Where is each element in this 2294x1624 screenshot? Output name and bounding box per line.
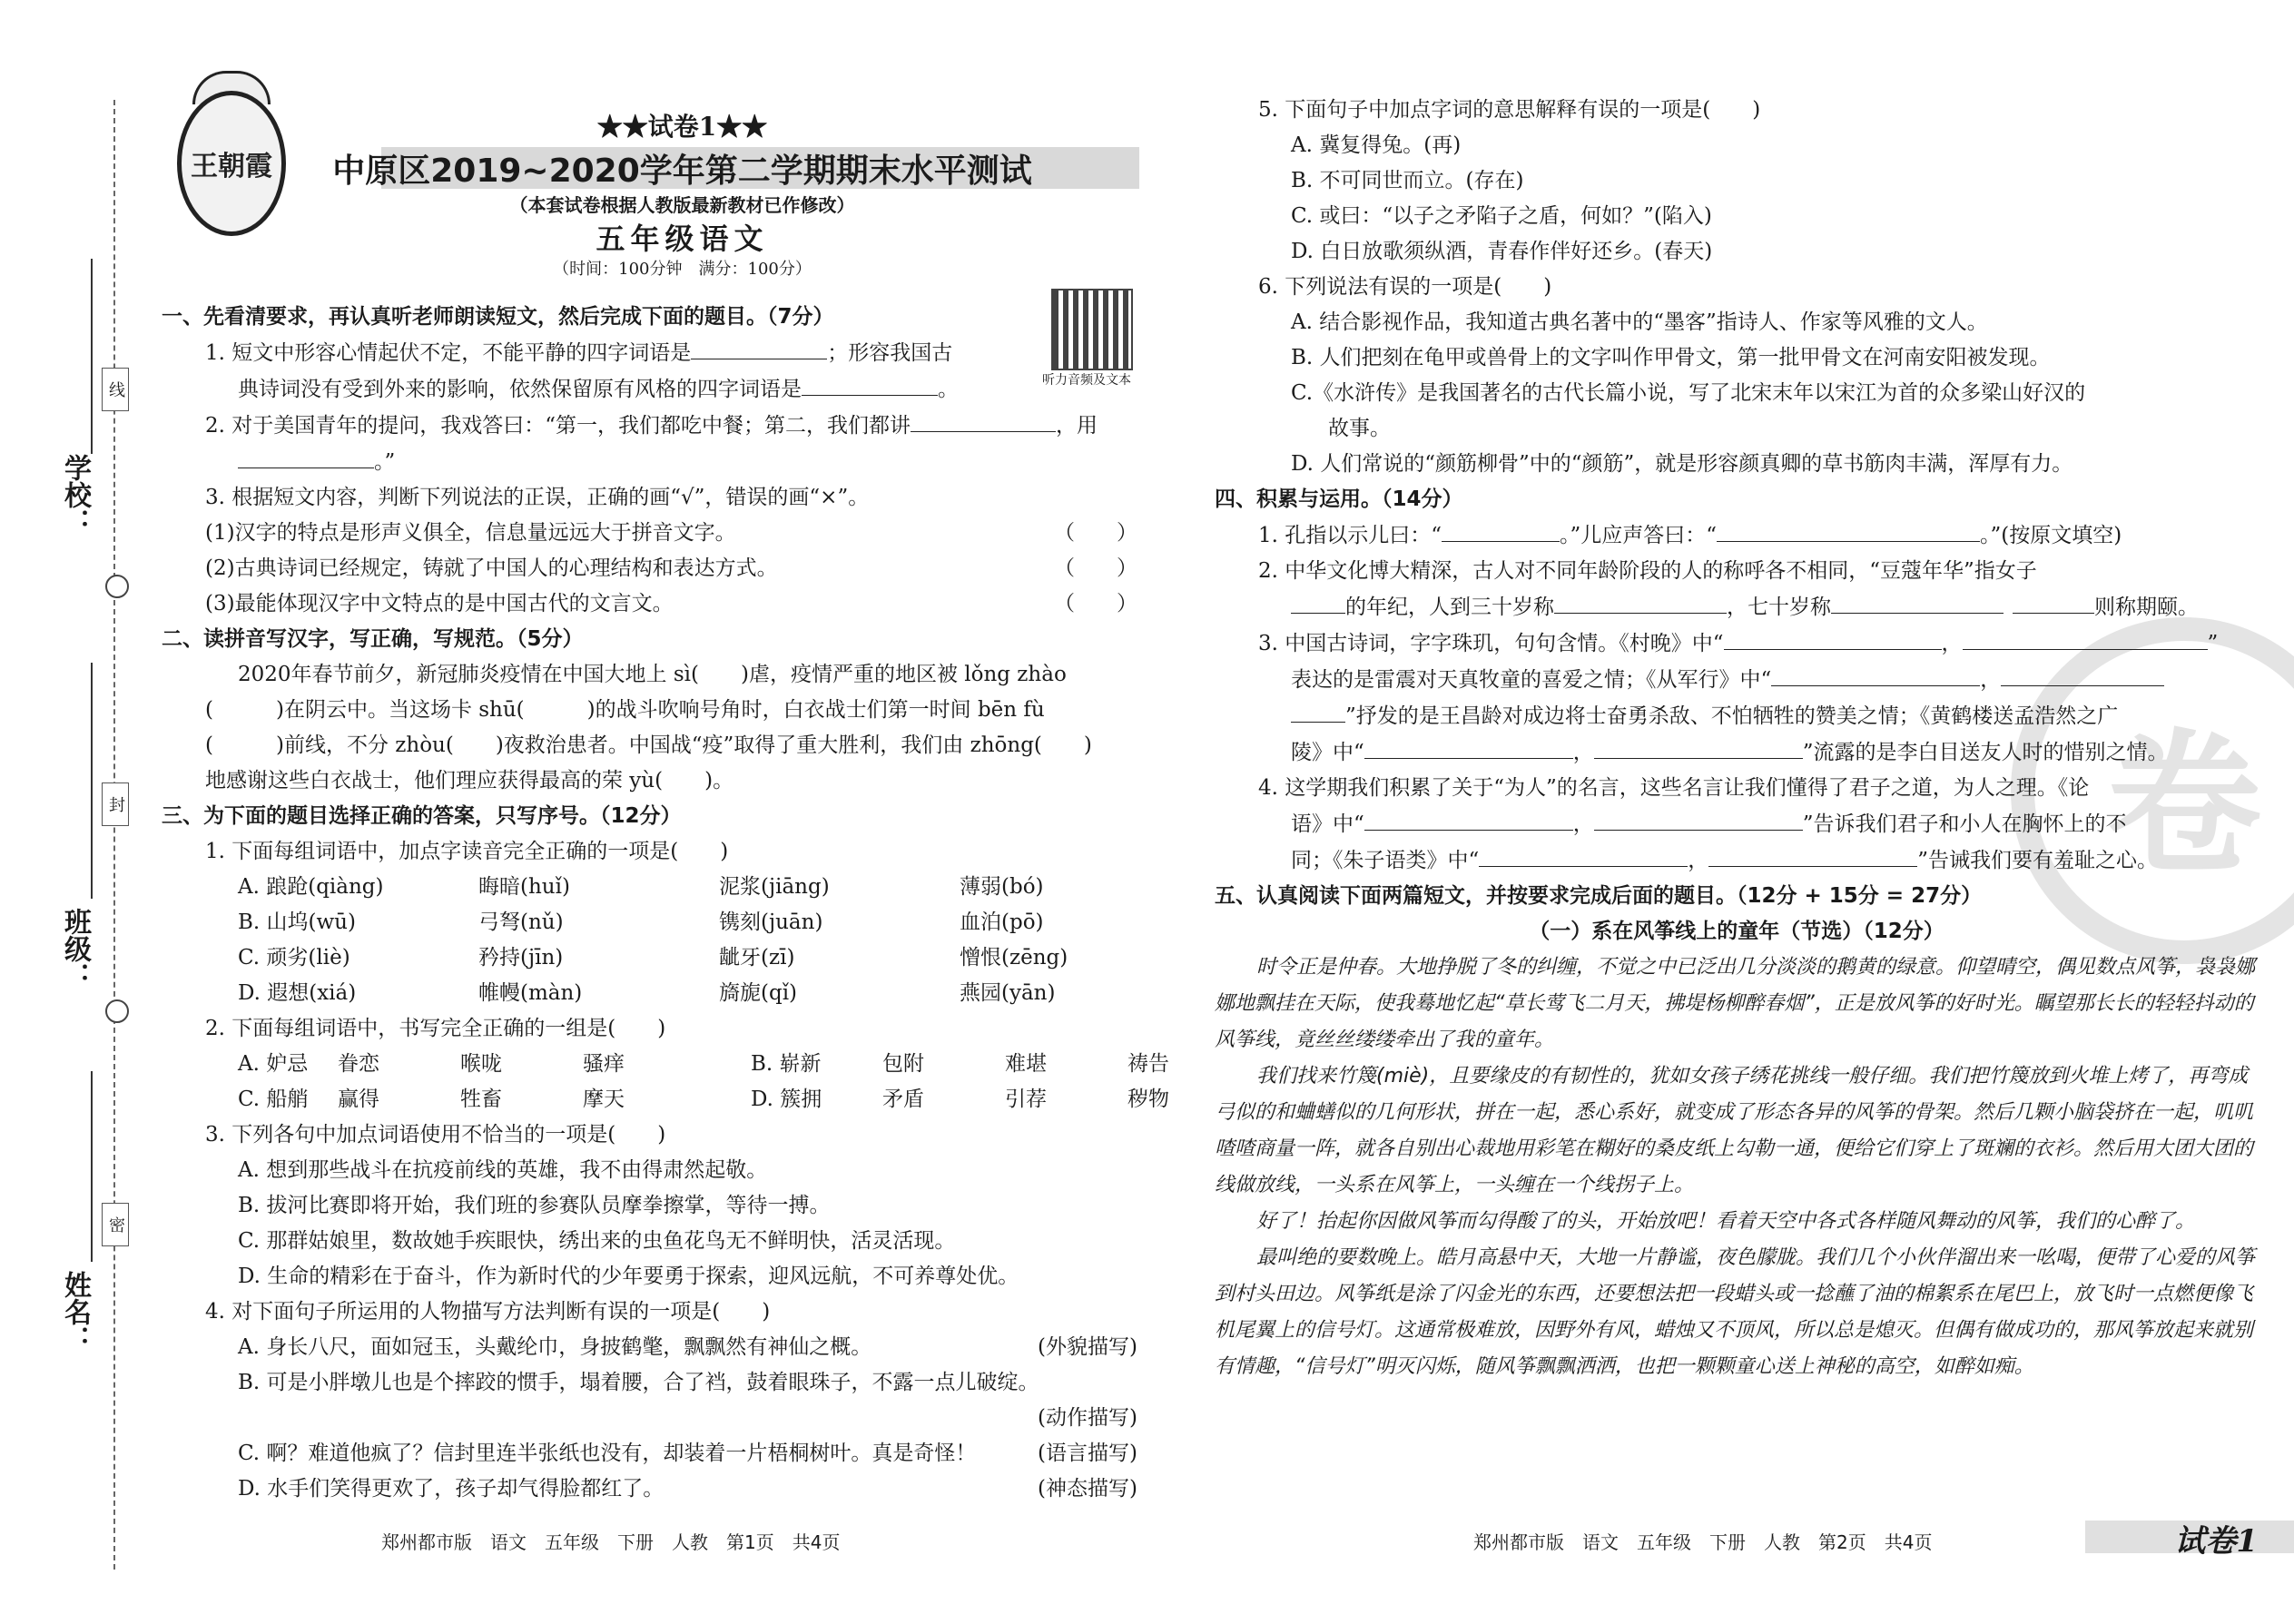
- option-continued: 故事。: [1328, 417, 1391, 440]
- method-tag: (外貌描写): [1038, 1335, 1137, 1359]
- mc-q2-row-2: [162, 1082, 1169, 1117]
- binding-mark-secret: 密: [102, 1203, 129, 1246]
- option[interactable]: C. 顽劣(liè): [238, 946, 350, 969]
- judge-1: (1)汉字的特点是形声义俱全，信息量远远大于拼音文字。: [205, 521, 736, 545]
- option[interactable]: C. 船艄: [238, 1088, 309, 1111]
- mc-q3: 3. 下列各句中加点词语使用不恰当的一项是( ): [205, 1123, 666, 1147]
- edition-note: （本套试卷根据人教版最新教材已作修改）: [509, 194, 855, 216]
- option[interactable]: A. 身长八尺，面如冠玉，头戴纶巾，身披鹤氅，飘飘然有神仙之概。: [238, 1335, 872, 1359]
- answer-blank[interactable]: [1364, 734, 1573, 759]
- option[interactable]: B. 崭新: [751, 1052, 822, 1076]
- class-field[interactable]: [91, 663, 93, 899]
- pinyin-line-2: ( )在阴云中。当这场卡 shū( )的战斗吹响号角时，白衣战士们第一时间 bēn fù: [205, 698, 1045, 722]
- section-4-title: 四、积累与运用。（14分）: [1215, 487, 1463, 511]
- option[interactable]: B. 人们把刻在龟甲或兽骨上的文字叫作甲骨文，第一批甲骨文在河南安阳被发现。: [1291, 346, 2051, 369]
- s4-q2-text: 2. 中华文化博大精深，古人对不同年龄阶段的人的称呼各不相同，“豆蔻年华”指女子: [1258, 559, 2037, 583]
- time-score: （时间：100分钟 满分：100分）: [553, 260, 812, 279]
- mc-q1: 1. 下面每组词语中，加点字读音完全正确的一项是( ): [205, 840, 729, 863]
- s4-q2-text-2: 的年纪，人到三十岁称: [1345, 595, 1554, 619]
- passage-paragraph: 我们找来竹篾(miè)，且要缘皮的有韧性的，犹如女孩子绣花挑线一般仔细。我们把竹篾放到火堆上烤了，再弯成弓似的和蛐蟮似的几何形状，拼在一起，悉心系好，就变成了形态各异的风筝的骨架。然后几颗小脑袋挤在一起，叽叽喳喳商量一阵，就各自别出心裁地用彩笔在糊好的桑皮纸上勾勒一通，便给它们穿上了斑斓的衣衫。然后用大团大团的线做放线，一头系在风筝上，一头缠在一个线拐子上。: [1215, 1065, 2254, 1196]
- name-label: 姓名：: [59, 1271, 91, 1353]
- answer-blank[interactable]: [1771, 662, 1980, 686]
- option-word: 薄弱(bó): [960, 875, 1044, 899]
- mc-q2-row-1: [162, 1047, 1169, 1082]
- option[interactable]: B. 山坞(wū): [238, 910, 356, 934]
- q1-text: 1. 短文中形容心情起伏不定，不能平静的四字词语是: [205, 341, 692, 365]
- binding-hole-icon: [105, 999, 129, 1023]
- binding-mark-line: 线: [102, 368, 129, 411]
- answer-paren[interactable]: （ ）: [1054, 521, 1137, 545]
- option-word: 帷幔(màn): [478, 981, 583, 1005]
- pinyin-line-4: 地感谢这些白衣战士，他们理应获得最高的荣 yù( )。: [205, 769, 734, 792]
- option-word: 眷恋: [338, 1052, 379, 1076]
- answer-blank[interactable]: [911, 408, 1056, 432]
- qr-caption: 听力音频及文本: [1042, 373, 1131, 388]
- option[interactable]: C. 那群姑娘里，数故她手疾眼快，绣出来的虫鱼花鸟无不鲜明快，活灵活现。: [238, 1229, 956, 1253]
- right-page: [1147, 0, 2294, 1624]
- passage-paragraph: 好了！抬起你因做风筝而勾得酸了的头，开始放吧！看着天空中各式各样随风舞动的风筝，我们的心醉了。: [1256, 1210, 2196, 1233]
- answer-blank[interactable]: [1594, 734, 1803, 759]
- page-footer-right: 郑州都市版 语文 五年级 下册 人教 第2页 共4页: [1473, 1531, 1933, 1553]
- mc-q4: 4. 对下面句子所运用的人物描写方法判断有误的一项是( ): [205, 1300, 771, 1324]
- s4-q3-text-2: 表达的是雷震对天真牧童的喜爱之情；《从军行》中“: [1291, 668, 1772, 692]
- option-word: 秽物: [1127, 1088, 1169, 1111]
- passage-paragraph: 最叫绝的要数晚上。皓月高悬中天，大地一片静谧，夜色朦胧。我们几个小伙伴溜出来一吆喝，便带了心爱的风筝到村头田边。风筝纸是涂了闪金光的东西，还要想法把一段蜡头或一捻蘸了油的棉絮系在尾巴上，放飞时一点燃便像飞机尾翼上的信号灯。这通常极难放，因野外有风，蜡烛又不顶风，所以总是熄灭。但偶有做成功的，那风筝放起来就别有情趣，“信号灯”明灭闪烁，随风筝飘飘洒洒，也把一颗颗童心送上神秘的高空，如醉如痴。: [1215, 1246, 2256, 1378]
- left-content: 一、先看清要求，再认真听老师朗读短文，然后完成下面的题目。（7分） 1. 短文中形容心情起伏不定，不能平静的四字词语是 ；形容我国古 典诗词没有受到外来的影响，依然保留原有风格的四字词语是 。 2. 对于美国青年的提问，我戏答曰：“第一，我们都吃中餐；第二，我们都讲 ，用 。” 3. 根据短文内容，判断下列说法的正误，正确的画“√”，错误的画“×”。 (1)汉字的特点是形声义俱全，信息量远远大于拼音文字。 （ ） (2)古典诗词已经规定，铸就了中国人的心理结构和表达方式。 （ ） (3)最能体现汉字中文特点的是中国古代的文言文。 （ ） 二、读拼音写汉字，写正确，写规范。（5分） 2020年春节前夕，新冠肺炎疫情在中国大地上 sì( )虐，疫情严重的地区被 lǒng zhào ( )在阴云中。当这场卡 shū( )的战斗吹响号角时，白衣战士们第一时间 bēn fù ( )前线，不分 zhòu( )夜救治患者。中国战“疫”取得了重大胜利，我们由 zhōng( ) 地感谢这些白衣战士，他们理应获得最高的荣 yù( )。 三、为下面的题目选择正确的答案，只写序号。（12分） 1. 下面每组词语中，加点字读音完全正确的一项是( ) A. 踉跄(qiàng) 晦暗(huǐ) 泥浆(jiāng) 薄弱(bó) B. 山坞(wū) 弓弩(nǔ) 镌刻(juān) 血泊(pō) C. 顽劣(liè) 矜持(jīn) 龇牙(zī) 憎恨(zēng) D. 遐想(xiá) 帷幔(màn) 旖旎(qǐ) 燕园(yān) 2. 下面每组词语中，书写完全正确的一组是( ) A. 妒忌 眷恋 喉咙 骚痒 B. 崭新 包附 难堪 祷告 C. 船艄 赢得 牲畜 摩天 D. 簇拥 矛盾 引荐 秽物 3. 下列各句中加点词语使用不恰当的一项是( ) A. 想到那些战斗在抗疫前线的英雄，我不由得肃然起敬。 B. 拔河比赛即将开始，我们班的参赛队员摩拳擦掌，等待一搏。 C. 那群姑娘里，数故她手疾眼快，绣出来的虫鱼花鸟无不鲜明快，活灵活现。 D. 生命的精彩在于奋斗，作为新时代的少年要勇于探索，迎风远航，不可养尊处优。 4. 对下面句子所运用的人物描写方法判断有误的一项是( ) A. 身长八尺，面如冠玉，头戴纶巾，身披鹤氅，飘飘然有神仙之概。 (外貌描写) B. 可是小胖墩儿也是个摔跤的惯手，塌着腰，合了裆，鼓着眼珠子，不露一点儿破绽。 (动作描写) C. 啊？难道他疯了？信封里连半张纸也没有，却装着一片梧桐树叶。真是奇怪！ (语言描写) D. 水手们笑得更欢了，孩子却气得脸都红了。 (神态描写): [162, 300, 1137, 1507]
- option-word: 包附: [882, 1052, 924, 1076]
- watermark-seal: 卷: [2011, 617, 2294, 964]
- answer-blank[interactable]: [1963, 625, 2208, 650]
- exam-title: 中原区2019~2020学年第二学期期末水平测试: [332, 153, 1032, 190]
- answer-blank[interactable]: [1708, 842, 1917, 867]
- subject-title: 五年级语文: [596, 221, 769, 256]
- mc-q1-options: [162, 870, 1137, 1011]
- answer-blank[interactable]: [1442, 517, 1560, 542]
- answer-blank[interactable]: [1717, 517, 1980, 542]
- s4-q3-text-3: ”抒发的是王昌龄对成边将士奋勇杀敌、不怕牺牲的赞美之情；《黄鹤楼送孟浩然之广: [1345, 704, 2119, 728]
- s4-q3-text-4: 陵》中“: [1291, 741, 1364, 764]
- option-word: 旖旎(qǐ): [719, 981, 798, 1005]
- option-word: 矜持(jīn): [478, 946, 564, 969]
- option-word: 泥浆(jiāng): [719, 875, 830, 899]
- method-tag: (神态描写): [1038, 1477, 1137, 1501]
- answer-blank[interactable]: [1724, 625, 1942, 650]
- option-word: 燕园(yān): [960, 981, 1056, 1005]
- answer-paren[interactable]: （ ）: [1054, 556, 1137, 580]
- s4-q4-text-3: ”告诉我们君子和小人在胸怀上的不: [1802, 812, 2127, 836]
- answer-blank[interactable]: [1594, 806, 1803, 831]
- q2-text: 2. 对于美国青年的提问，我戏答曰：“第一，我们都吃中餐；第二，我们都讲: [205, 414, 911, 438]
- passage-title: （一）系在风筝线上的童年（节选）（12分）: [1529, 920, 1944, 943]
- option-word: 晦暗(huǐ): [478, 875, 570, 899]
- judge-2: (2)古典诗词已经规定，铸就了中国人的心理结构和表达方式。: [205, 556, 778, 580]
- school-label: 学校：: [59, 454, 91, 536]
- mc-q5: 5. 下面句子中加点字词的意思解释有误的一项是( ): [1258, 98, 1761, 122]
- option-word: 矛盾: [882, 1088, 924, 1111]
- option-word: 憎恨(zēng): [960, 946, 1068, 969]
- pinyin-line-3: ( )前线，不分 zhòu( )夜救治患者。中国战“疫”取得了重大胜利，我们由 zhōng( ): [205, 733, 1092, 757]
- option[interactable]: C. 啊？难道他疯了？信封里连半张纸也没有，却装着一片梧桐树叶。真是奇怪！: [238, 1442, 977, 1465]
- cut-line: [113, 100, 115, 1570]
- option-word: 祷告: [1127, 1052, 1169, 1076]
- option[interactable]: A. 妒忌: [238, 1052, 309, 1076]
- option[interactable]: A. 踉跄(qiàng): [238, 875, 384, 899]
- s4-q1-text-2: 。”儿应声答曰：“: [1560, 524, 1718, 547]
- answer-blank[interactable]: [1291, 698, 1345, 723]
- s4-q1-text: 1. 孔指以示儿曰：“: [1258, 524, 1442, 547]
- method-tag: (动作描写): [1038, 1406, 1137, 1430]
- option-word: 赢得: [338, 1088, 379, 1111]
- s4-q4-text-5: ”告诫我们要有羞耻之心。: [1917, 849, 2159, 872]
- option[interactable]: C.《水浒传》是我国著名的古代长篇小说，写了北宋末年以宋江为首的众多梁山好汉的: [1291, 381, 2086, 405]
- option[interactable]: C. 或曰：“以子之矛陷子之盾，何如？”(陷入): [1291, 204, 1712, 228]
- section-1-title: 一、先看清要求，再认真听老师朗读短文，然后完成下面的题目。（7分）: [162, 305, 834, 329]
- option-word: 骚痒: [583, 1052, 625, 1076]
- option[interactable]: B. 不可同世而立。(存在): [1291, 169, 1524, 192]
- option-word: 摩天: [583, 1088, 625, 1111]
- logo-text: 王朝霞: [191, 151, 272, 182]
- option[interactable]: D. 水手们笑得更欢了，孩子却气得脸都红了。: [238, 1477, 665, 1501]
- answer-blank[interactable]: [1291, 589, 1345, 614]
- s4-q2-text-4: 则称期颐。: [2094, 595, 2199, 619]
- answer-blank[interactable]: [1831, 589, 2004, 614]
- binding-mark-seal: 封: [102, 782, 129, 826]
- pinyin-line-1: 2020年春节前夕，新冠肺炎疫情在中国大地上 sì( )虐，疫情严重的地区被 lǒng zhào: [238, 663, 1067, 686]
- option[interactable]: D. 人们常说的“颜筋柳骨”中的“颜筋”，就是形容颜真卿的草书筋肉丰满，浑厚有力。: [1291, 452, 2073, 476]
- right-content: 5. 下面句子中加点字词的意思解释有误的一项是( ) A. 冀复得兔。(再) B. 不可同世而立。(存在) C. 或曰：“以子之矛陷子之盾，何如？”(陷入) D. 白日放歌须纵酒，青春作伴好还乡。(春天) 6. 下列说法有误的一项是( ) A. 结合影视作品，我知道古典名著中的“墨客”指诗人、作家等风雅的文人。 B. 人们把刻在龟甲或兽骨上的文字叫作甲骨文，第一批甲骨文在河南安阳被发现。 C.《水浒传》是我国著名的古代长篇小说，写了北宋末年以宋江为首的众多梁山好汉的 故事。 D. 人们常说的“颜筋柳骨”中的“颜筋”，就是形容颜真卿的草书筋肉丰满，浑厚有力。 四、积累与运用。（14分） 1. 孔指以示儿曰：“ 。”儿应声答曰：“ 。”(按原文填空) 2. 中华文化博大精深，古人对不同年龄阶段的人的称呼各不相同，“豆蔻年华”指女子 的年纪，人到三十岁称 ，七十岁称 则称期颐。 3. 中国古诗词，字字珠玑，句句含情。《村晚》中“ ， ” 表达的是雷震对天真牧童的喜爱之情；《从军行》中“ ， ”抒发的是王昌龄对成边将士奋勇杀敌、不怕牺牲的赞美之情；《黄鹤楼送孟浩然之广 陵》中“ ， ”流露的是李白目送友人时的惜别之情。 4. 这学期我们积累了关于“为人”的名言，这些名言让我们懂得了君子之道，为人之理。《论 语》中“ ， ”告诉我们君子和小人在胸怀上的不 同；《朱子语类》中“ ， ”告诫我们要有羞耻之心。 五、认真阅读下面两篇短文，并按要求完成后面的题目。（12分 + 15分 = 27分） （一）系在风筝线上的童年（节选）（12分） 时令正是仲春。大地挣脱了冬的纠缠，不觉之中已泛出几分淡淡的鹅黄的绿意。仰望晴空，偶见数点风筝，袅袅娜娜地飘挂在天际，使我蓦地忆起“草长莺飞二月天，拂堤杨柳醉春烟”，正是放风筝的好时光。瞩望那长长的轻轻抖动的风筝线，竟丝丝缕缕牵出了我的童年。 我们找来竹篾(miè)，且要缘皮的有韧性的，犹如女孩子绣花挑线一般仔细。我们把竹篾放到火堆上烤了，再弯成弓似的和蛐蟮似的几何形状，拼在一起，悉心系好，就变成了形态各异的风筝的骨架。然后几颗小脑袋挤在一起，叽叽喳喳商量一阵，就各自别出心裁地用彩笔在糊好的桑皮纸上勾勒一通，便给它们穿上了斑斓的衣衫。然后用大团大团的线做放线，一头系在风筝上，一头缠在一个线拐子上。 好了！抬起你因做风筝而勾得酸了的头，开始放吧！看着天空中各式各样随风舞动的风筝，我们的心醉了。 最叫绝的要数晚上。皓月高悬中天，大地一片静谧，夜色朦胧。我们几个小伙伴溜出来一吆喝，便带了心爱的风筝到村头田边。风筝纸是涂了闪金光的东西，还要想法把一段蜡头或一捻蘸了油的棉絮系在尾巴上，放飞时一点燃便像飞机尾翼上的信号灯。这通常极难放，因野外有风，蜡烛又不顶风，所以总是熄灭。但偶有做成功的，那风筝放起来就别有情趣，“信号灯”明灭闪烁，随风筝飘飘洒洒，也把一颗颗童心送上神秘的高空，如醉如痴。: [1215, 93, 2259, 1385]
- section-3-title: 三、为下面的题目选择正确的答案，只写序号。（12分）: [162, 804, 682, 828]
- answer-blank[interactable]: [1364, 806, 1573, 831]
- answer-blank[interactable]: [691, 335, 827, 359]
- option[interactable]: B. 可是小胖墩儿也是个摔跤的惯手，塌着腰，合了裆，鼓着眼珠子，不露一点儿破绽。: [238, 1371, 1039, 1394]
- option-word: 难堪: [1005, 1052, 1047, 1076]
- answer-blank[interactable]: [2013, 589, 2094, 614]
- option[interactable]: B. 拔河比赛即将开始，我们班的参赛队员摩拳擦掌，等待一搏。: [238, 1194, 831, 1217]
- option-word: 血泊(pō): [960, 910, 1044, 934]
- mc-q6: 6. 下列说法有误的一项是( ): [1258, 275, 1552, 299]
- s4-q1-text-3: 。”(按原文填空): [1980, 524, 2122, 547]
- q1-text-2: ；形容我国古: [827, 341, 953, 365]
- answer-blank[interactable]: [802, 371, 938, 396]
- q2-text-2: ，用: [1056, 414, 1098, 438]
- judge-3: (3)最能体现汉字中文特点的是中国古代的文言文。: [205, 592, 674, 615]
- q3-text: 3. 根据短文内容，判断下列说法的正误，正确的画“√”，错误的画“×”。: [205, 486, 870, 509]
- series-label: ★★试卷1★★: [596, 112, 768, 142]
- method-tag: (语言描写): [1038, 1442, 1137, 1465]
- option[interactable]: A. 结合影视作品，我知道古典名著中的“墨客”指诗人、作家等风雅的文人。: [1291, 310, 1988, 334]
- option-word: 龇牙(zī): [719, 946, 795, 969]
- class-label: 班级：: [59, 908, 91, 989]
- s4-q4-text: 4. 这学期我们积累了关于“为人”的名言，这些名言让我们懂得了君子之道，为人之理。《论: [1258, 776, 2090, 800]
- q1-text-3: 典诗词没有受到外来的影响，依然保留原有风格的四字词语是: [238, 378, 802, 401]
- option[interactable]: D. 生命的精彩在于奋斗，作为新时代的少年要勇于探索，迎风远航，不可养尊处优。: [238, 1265, 1019, 1288]
- answer-blank[interactable]: [1554, 589, 1727, 614]
- option-word: 喉咙: [460, 1052, 502, 1076]
- answer-blank[interactable]: [1479, 842, 1688, 867]
- binding-hole-icon: [105, 575, 129, 598]
- answer-paren[interactable]: （ ）: [1054, 592, 1137, 615]
- paper-tag: 试卷1: [2174, 1523, 2258, 1560]
- option[interactable]: D. 白日放歌须纵酒，青春作伴好还乡。(春天): [1291, 240, 1713, 263]
- name-field[interactable]: [91, 1071, 93, 1262]
- passage-paragraph: 时令正是仲春。大地挣脱了冬的纠缠，不觉之中已泛出几分淡淡的鹅黄的绿意。仰望晴空，偶见数点风筝，袅袅娜娜地飘挂在天际，使我蓦地忆起“草长莺飞二月天，拂堤杨柳醉春烟”，正是放风筝的好时光。瞩望那长长的轻轻抖动的风筝线，竟丝丝缕缕牵出了我的童年。: [1215, 956, 2256, 1051]
- school-field[interactable]: [91, 259, 93, 454]
- s4-q4-text-4: 同；《朱子语类》中“: [1291, 849, 1480, 872]
- option[interactable]: D. 簇拥: [751, 1088, 822, 1111]
- answer-blank[interactable]: [238, 444, 374, 468]
- option[interactable]: A. 想到那些战斗在抗疫前线的英雄，我不由得肃然起敬。: [238, 1158, 768, 1182]
- section-2-title: 二、读拼音写汉字，写正确，写规范。（5分）: [162, 627, 584, 651]
- option-word: 引荐: [1005, 1088, 1047, 1111]
- s4-q3-text-5: ”流露的是李白目送友人时的惜别之情。: [1802, 741, 2169, 764]
- option-word: 弓弩(nǔ): [478, 910, 564, 934]
- option-word: 镌刻(juān): [719, 910, 823, 934]
- option-word: 牲畜: [460, 1088, 502, 1111]
- page-footer-left: 郑州都市版 语文 五年级 下册 人教 第1页 共4页: [381, 1531, 841, 1553]
- option[interactable]: A. 冀复得兔。(再): [1291, 133, 1462, 157]
- s4-q3-text: 3. 中国古诗词，字字珠玑，句句含情。《村晚》中“: [1258, 632, 1724, 655]
- reading-passage: [1215, 950, 2259, 1385]
- s4-q4-text-2: 语》中“: [1291, 812, 1364, 836]
- answer-blank[interactable]: [2001, 662, 2164, 686]
- option[interactable]: D. 遐想(xiá): [238, 981, 357, 1005]
- s4-q2-text-3: ，七十岁称: [1727, 595, 1831, 619]
- section-5-title: 五、认真阅读下面两篇短文，并按要求完成后面的题目。（12分 + 15分 = 27分）: [1215, 884, 1983, 908]
- mc-q2: 2. 下面每组词语中，书写完全正确的一组是( ): [205, 1017, 666, 1040]
